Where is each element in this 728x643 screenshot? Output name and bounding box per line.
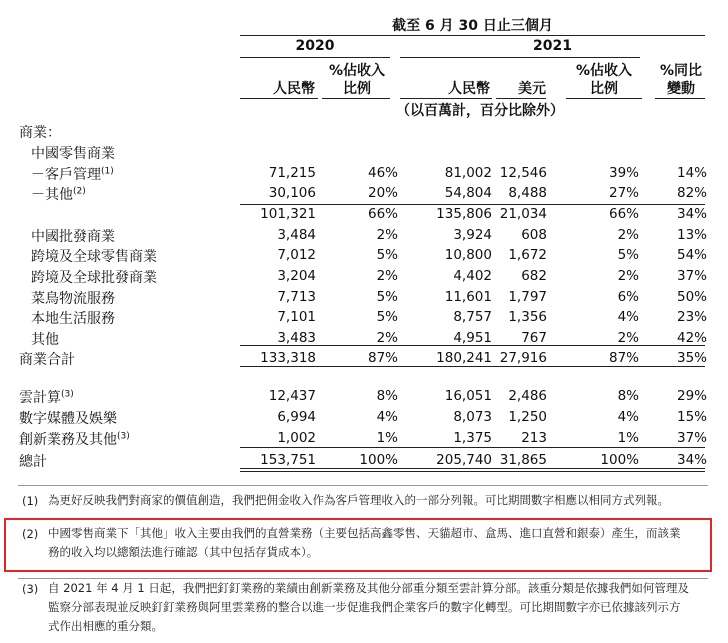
header-rule (240, 35, 705, 36)
footnote-text: 監察分部表現並反映釘釘業務與阿里雲業務的整合以進一步促進我們企業客戶的數字化轉型。可比期間數字亦已依據該列示方 (48, 600, 681, 614)
cell-usd-2021: 767 (521, 330, 547, 346)
footnote-number: (1) (22, 494, 39, 508)
cell-rmb-2020: 12,437 (268, 388, 316, 404)
cell-usd-2021: 21,034 (499, 206, 547, 222)
colhdr-rule-f (655, 98, 705, 99)
period-header: 截至 6 月 30 日止三個月 (392, 18, 553, 34)
row-label: 雲計算$^{(3)}$ (19, 389, 74, 406)
subtotal-top-rule (240, 204, 705, 205)
row-label: －其他$^{(2)}$ (31, 186, 86, 203)
footnote-text: 為更好反映我們對商家的價值創造，我們把佣金收入作為客戶管理收入的一部分列報。可比期間數字相應以相同方式列報。 (48, 493, 669, 507)
footnote-text: 式作出相應的重分類。 (48, 619, 163, 633)
cell-rmb-2020: 71,215 (268, 165, 316, 181)
cell-pct-2020: 5% (376, 247, 398, 263)
cell-yoy-change: 82% (676, 185, 707, 201)
cell-rmb-2020: 3,204 (277, 268, 316, 284)
col-rmb-2020: 人民幣 (273, 81, 315, 97)
col-rmb-2021: 人民幣 (448, 81, 490, 97)
cell-yoy-change: 42% (676, 330, 707, 346)
cell-pct-2020: 100% (359, 452, 398, 468)
grand-total-bottom-rule-2 (240, 471, 705, 472)
cell-yoy-change: 37% (676, 430, 707, 446)
cell-yoy-change: 35% (676, 350, 707, 366)
cell-yoy-change: 15% (676, 409, 707, 425)
cell-rmb-2021: 11,601 (444, 289, 492, 305)
cell-pct-2020: 2% (376, 330, 398, 346)
row-label: 商業： (19, 125, 61, 141)
cell-rmb-2021: 8,757 (453, 309, 492, 325)
cell-rmb-2021: 135,806 (436, 206, 492, 222)
cell-rmb-2020: 7,713 (277, 289, 316, 305)
cell-rmb-2021: 4,402 (453, 268, 492, 284)
col-pct-2021-line1: %佔收入 (575, 63, 633, 79)
cell-rmb-2021: 16,051 (444, 388, 492, 404)
row-label: 總計 (19, 454, 47, 470)
cell-rmb-2020: 3,484 (277, 227, 316, 243)
col-yoy-line1: %同比 (659, 63, 703, 79)
cell-rmb-2020: 1,002 (277, 430, 316, 446)
highlight-box (4, 518, 712, 572)
year-2021-header: 2021 (533, 38, 572, 54)
cell-usd-2021: 1,672 (508, 247, 547, 263)
cell-yoy-change: 50% (676, 289, 707, 305)
cell-pct-2021: 1% (617, 430, 639, 446)
col-usd-2021: 美元 (518, 81, 546, 97)
cell-yoy-change: 14% (676, 165, 707, 181)
row-label: 跨境及全球批發商業 (31, 270, 157, 286)
commerce-total-top-rule (240, 345, 705, 346)
cell-usd-2021: 1,356 (508, 309, 547, 325)
cell-usd-2021: 213 (521, 430, 547, 446)
cell-pct-2021: 8% (617, 388, 639, 404)
cell-pct-2020: 20% (367, 185, 398, 201)
cell-pct-2020: 2% (376, 268, 398, 284)
cell-rmb-2020: 7,012 (277, 247, 316, 263)
row-label: －客戶管理$^{(1)}$ (31, 166, 114, 183)
cell-rmb-2020: 153,751 (260, 452, 316, 468)
footnote-number: (3) (22, 582, 39, 596)
year-2020-rule (240, 57, 390, 58)
cell-pct-2020: 1% (376, 430, 398, 446)
cell-pct-2021: 27% (608, 185, 639, 201)
cell-rmb-2021: 8,073 (453, 409, 492, 425)
year-2021-rule (400, 57, 640, 58)
cell-rmb-2021: 81,002 (444, 165, 492, 181)
cell-yoy-change: 34% (676, 206, 707, 222)
cell-pct-2021: 39% (608, 165, 639, 181)
cell-pct-2021: 2% (617, 227, 639, 243)
cell-pct-2021: 87% (608, 350, 639, 366)
colhdr-rule-d (496, 98, 546, 99)
year-2020-header: 2020 (295, 38, 335, 54)
footnote-text: 中國零售商業下「其他」收入主要由我們的直營業務（主要包括高鑫零售、天貓超市、盒馬、進口直營和銀泰）產生，而該業 (48, 526, 681, 540)
cell-pct-2020: 5% (376, 289, 398, 305)
cell-rmb-2020: 133,318 (260, 350, 316, 366)
cell-usd-2021: 31,865 (499, 452, 547, 468)
row-label: 數字媒體及娛樂 (19, 411, 117, 427)
row-label: 商業合計 (19, 352, 75, 368)
cell-pct-2021: 2% (617, 268, 639, 284)
footnote-ref: (1) (101, 166, 114, 177)
cell-pct-2021: 6% (617, 289, 639, 305)
footnote-text: 務的收入均以總額法進行確認（其中包括存貨成本）。 (48, 545, 319, 559)
cell-usd-2021: 8,488 (508, 185, 547, 201)
cell-usd-2021: 27,916 (499, 350, 547, 366)
cell-yoy-change: 54% (676, 247, 707, 263)
cell-pct-2021: 66% (608, 206, 639, 222)
col-pct-2020-line2: 比例 (343, 81, 371, 97)
row-label: 跨境及全球零售商業 (31, 249, 157, 265)
row-label: 本地生活服務 (31, 311, 115, 327)
unit-note: （以百萬計，百分比除外） (396, 103, 564, 119)
grand-total-bottom-rule-1 (240, 468, 705, 469)
cell-yoy-change: 29% (676, 388, 707, 404)
footnote-text: 自 2021 年 4 月 1 日起，我們把釘釘業務的業績由創新業務及其他分部重分類至雲計算分部。該重分類是依據我們如何管理及 (48, 581, 689, 595)
colhdr-rule-b (322, 98, 390, 99)
commerce-total-bottom-rule (240, 366, 705, 367)
cell-yoy-change: 37% (676, 268, 707, 284)
footnote-ref: (2) (73, 186, 86, 197)
footnote-separator (18, 485, 708, 486)
colhdr-rule-e (566, 98, 642, 99)
cell-pct-2020: 2% (376, 227, 398, 243)
cell-usd-2021: 682 (521, 268, 547, 284)
cell-rmb-2021: 3,924 (453, 227, 492, 243)
grand-total-top-rule (240, 447, 705, 448)
cell-pct-2020: 5% (376, 309, 398, 325)
cell-usd-2021: 1,797 (508, 289, 547, 305)
cell-rmb-2021: 1,375 (453, 430, 492, 446)
cell-rmb-2020: 7,101 (277, 309, 316, 325)
cell-rmb-2021: 180,241 (436, 350, 492, 366)
cell-usd-2021: 1,250 (508, 409, 547, 425)
cell-yoy-change: 13% (676, 227, 707, 243)
cell-pct-2021: 5% (617, 247, 639, 263)
cell-rmb-2020: 101,321 (260, 206, 316, 222)
row-label: 創新業務及其他$^{(3)}$ (19, 431, 130, 448)
row-label: 其他 (31, 332, 59, 348)
col-pct-2021-line2: 比例 (590, 81, 618, 97)
footnote-separator-2 (18, 578, 708, 579)
cell-rmb-2020: 3,483 (277, 330, 316, 346)
cell-pct-2020: 46% (367, 165, 398, 181)
cell-pct-2020: 8% (376, 388, 398, 404)
cell-rmb-2021: 10,800 (444, 247, 492, 263)
cell-pct-2020: 87% (367, 350, 398, 366)
cell-pct-2021: 2% (617, 330, 639, 346)
cell-rmb-2021: 205,740 (436, 452, 492, 468)
col-pct-2020-line1: %佔收入 (328, 63, 386, 79)
cell-rmb-2021: 54,804 (444, 185, 492, 201)
footnote-ref: (3) (117, 431, 130, 442)
cell-usd-2021: 2,486 (508, 388, 547, 404)
row-label: 中國批發商業 (31, 229, 115, 245)
cell-usd-2021: 12,546 (499, 165, 547, 181)
colhdr-rule-a (240, 98, 318, 99)
cell-pct-2021: 100% (600, 452, 639, 468)
row-label: 菜鳥物流服務 (31, 291, 115, 307)
footnote-number: (2) (22, 527, 39, 541)
cell-pct-2020: 66% (367, 206, 398, 222)
row-label: 中國零售商業 (31, 146, 115, 162)
col-yoy-line2: 變動 (667, 81, 695, 97)
cell-pct-2020: 4% (376, 409, 398, 425)
cell-rmb-2021: 4,951 (453, 330, 492, 346)
cell-usd-2021: 608 (521, 227, 547, 243)
colhdr-rule-c (400, 98, 492, 99)
cell-pct-2021: 4% (617, 309, 639, 325)
cell-pct-2021: 4% (617, 409, 639, 425)
cell-yoy-change: 34% (676, 452, 707, 468)
cell-rmb-2020: 6,994 (277, 409, 316, 425)
cell-yoy-change: 23% (676, 309, 707, 325)
footnote-ref: (3) (61, 389, 74, 400)
cell-rmb-2020: 30,106 (268, 185, 316, 201)
